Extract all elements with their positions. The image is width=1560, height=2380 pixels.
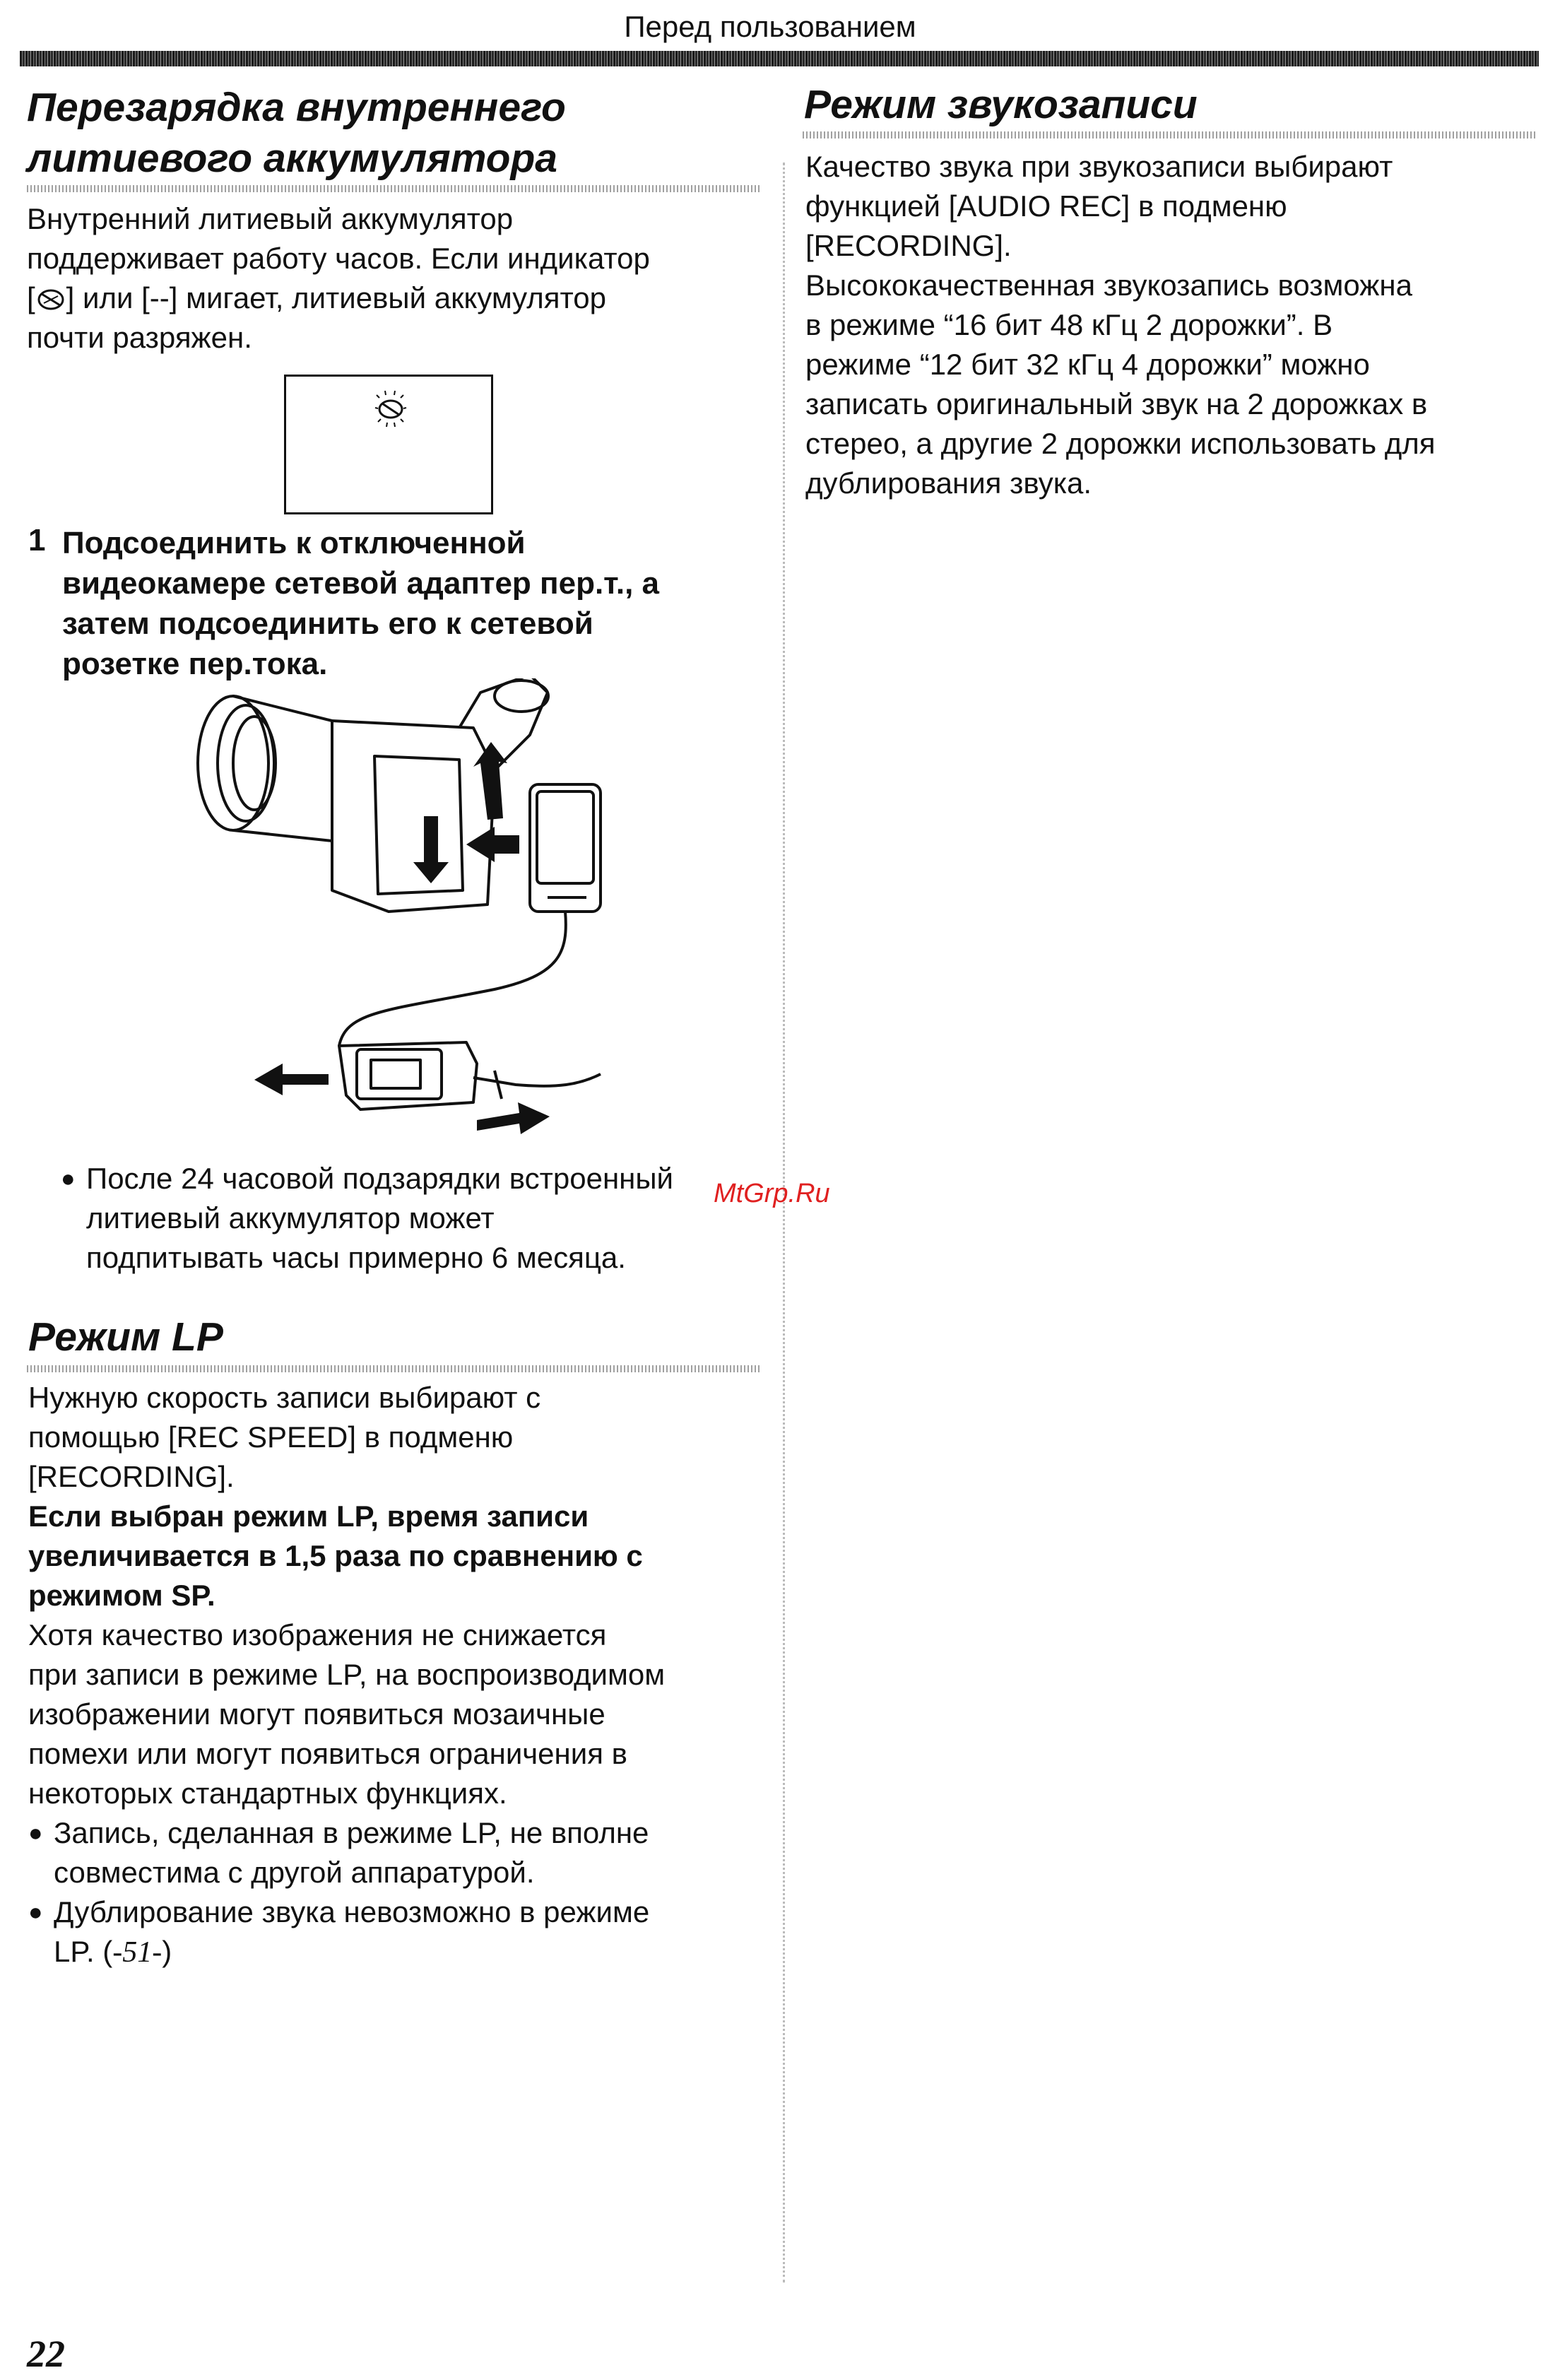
section-heading-audio-rec: Режим звукозаписи: [804, 82, 1198, 127]
text-line: Запись, сделанная в режиме LP, не вполне: [54, 1816, 649, 1849]
page-reference[interactable]: -51-: [112, 1936, 162, 1969]
text-line: литиевый аккумулятор может: [86, 1201, 495, 1235]
text-line: LP. (-51-): [54, 1935, 172, 1969]
text-line: подпитывать часы примерно 6 месяца.: [86, 1241, 626, 1274]
text-line: Высококачественная звукозапись возможна: [805, 269, 1412, 302]
text-line: Нужную скорость записи выбирают с: [28, 1381, 541, 1414]
text-line: совместима с другой аппаратурой.: [54, 1856, 535, 1889]
header-bar: [20, 51, 1539, 66]
lp-mode-paragraph: [28, 1378, 777, 1813]
column-divider: [783, 163, 785, 2282]
lp-bullet-compatibility: [28, 1813, 777, 1892]
text-line: стерео, а другие 2 дорожки использовать для: [805, 427, 1436, 460]
text-line: режимом SP.: [28, 1579, 215, 1612]
bullet-dot: ●: [61, 1165, 76, 1192]
bullet-text: [54, 1813, 649, 1892]
section-heading-lithium-recharge: [27, 82, 566, 184]
step-number: 1: [28, 523, 46, 558]
text-line: Хотя качество изображения не снижается: [28, 1618, 607, 1651]
bullet-text: [54, 1892, 649, 1972]
page-number: 22: [27, 2333, 65, 2375]
heading-line: Перезарядка внутреннего: [27, 85, 566, 130]
text-line: некоторых стандартных функциях.: [28, 1777, 507, 1810]
bullet-dot: ●: [28, 1899, 43, 1926]
heading-line: литиевого аккумулятора: [27, 136, 557, 181]
text-line: [RECORDING].: [28, 1460, 235, 1493]
bullet-text: [86, 1159, 673, 1278]
clock-battery-icon: [362, 387, 419, 432]
heading-rule: [27, 1365, 762, 1372]
text-line: [ ] или [--] мигает, литиевый аккумулятор: [27, 281, 606, 314]
text-line: дублирования звука.: [805, 466, 1092, 500]
text-line: Если выбран режим LP, время записи: [28, 1500, 589, 1533]
section-heading-lp-mode: Режим LP: [28, 1314, 223, 1360]
lcd-indicator-box: [284, 375, 493, 514]
bullet-dot: ●: [28, 1820, 43, 1846]
text-line: помехи или могут появиться ограничения в: [28, 1737, 627, 1770]
text-line: изображении могут появиться мозаичные: [28, 1697, 605, 1731]
text-line: [RECORDING].: [805, 229, 1012, 262]
lp-bullet-dubbing: [28, 1892, 777, 1972]
note-bullet: [61, 1159, 767, 1278]
text-line: помощью [REC SPEED] в подменю: [28, 1420, 514, 1454]
audio-rec-paragraph: [805, 147, 1540, 503]
heading-rule: [27, 185, 762, 192]
text-line: Подсоединить к отключенной: [62, 526, 526, 560]
lithium-paragraph: [27, 199, 776, 358]
text-line: Качество звука при звукозаписи выбирают: [805, 150, 1393, 183]
text-line: видеокамере сетевой адаптер пер.т., а: [62, 566, 660, 601]
text-line: в режиме “16 бит 48 кГц 2 дорожки”. В: [805, 308, 1333, 341]
clock-battery-icon: [35, 287, 66, 312]
text-line: поддерживает работу часов. Если индикатор: [27, 242, 650, 275]
watermark-text: MtGrp.Ru: [714, 1179, 830, 1208]
text-line: записать оригинальный звук на 2 дорожках в: [805, 387, 1428, 420]
text-line: почти разряжен.: [27, 321, 252, 354]
heading-rule: [803, 131, 1537, 139]
text-line: Внутренний литиевый аккумулятор: [27, 202, 514, 235]
text-line: режиме “12 бит 32 кГц 4 дорожки” можно: [805, 348, 1370, 381]
text-line: функцией [AUDIO REC] в подменю: [805, 189, 1287, 223]
text-line: розетке пер.тока.: [62, 647, 328, 681]
text-line: при записи в режиме LP, на воспроизводимом: [28, 1658, 666, 1691]
page-header-title: Перед пользованием: [624, 10, 916, 43]
text-line: увеличивается в 1,5 раза по сравнению с: [28, 1539, 643, 1572]
step-instruction: [62, 523, 755, 684]
camcorder-illustration: [162, 678, 629, 1159]
text-line: После 24 часовой подзарядки встроенный: [86, 1162, 673, 1195]
text-line: затем подсоединить его к сетевой: [62, 606, 593, 641]
text-line: Дублирование звука невозможно в режиме: [54, 1895, 650, 1928]
